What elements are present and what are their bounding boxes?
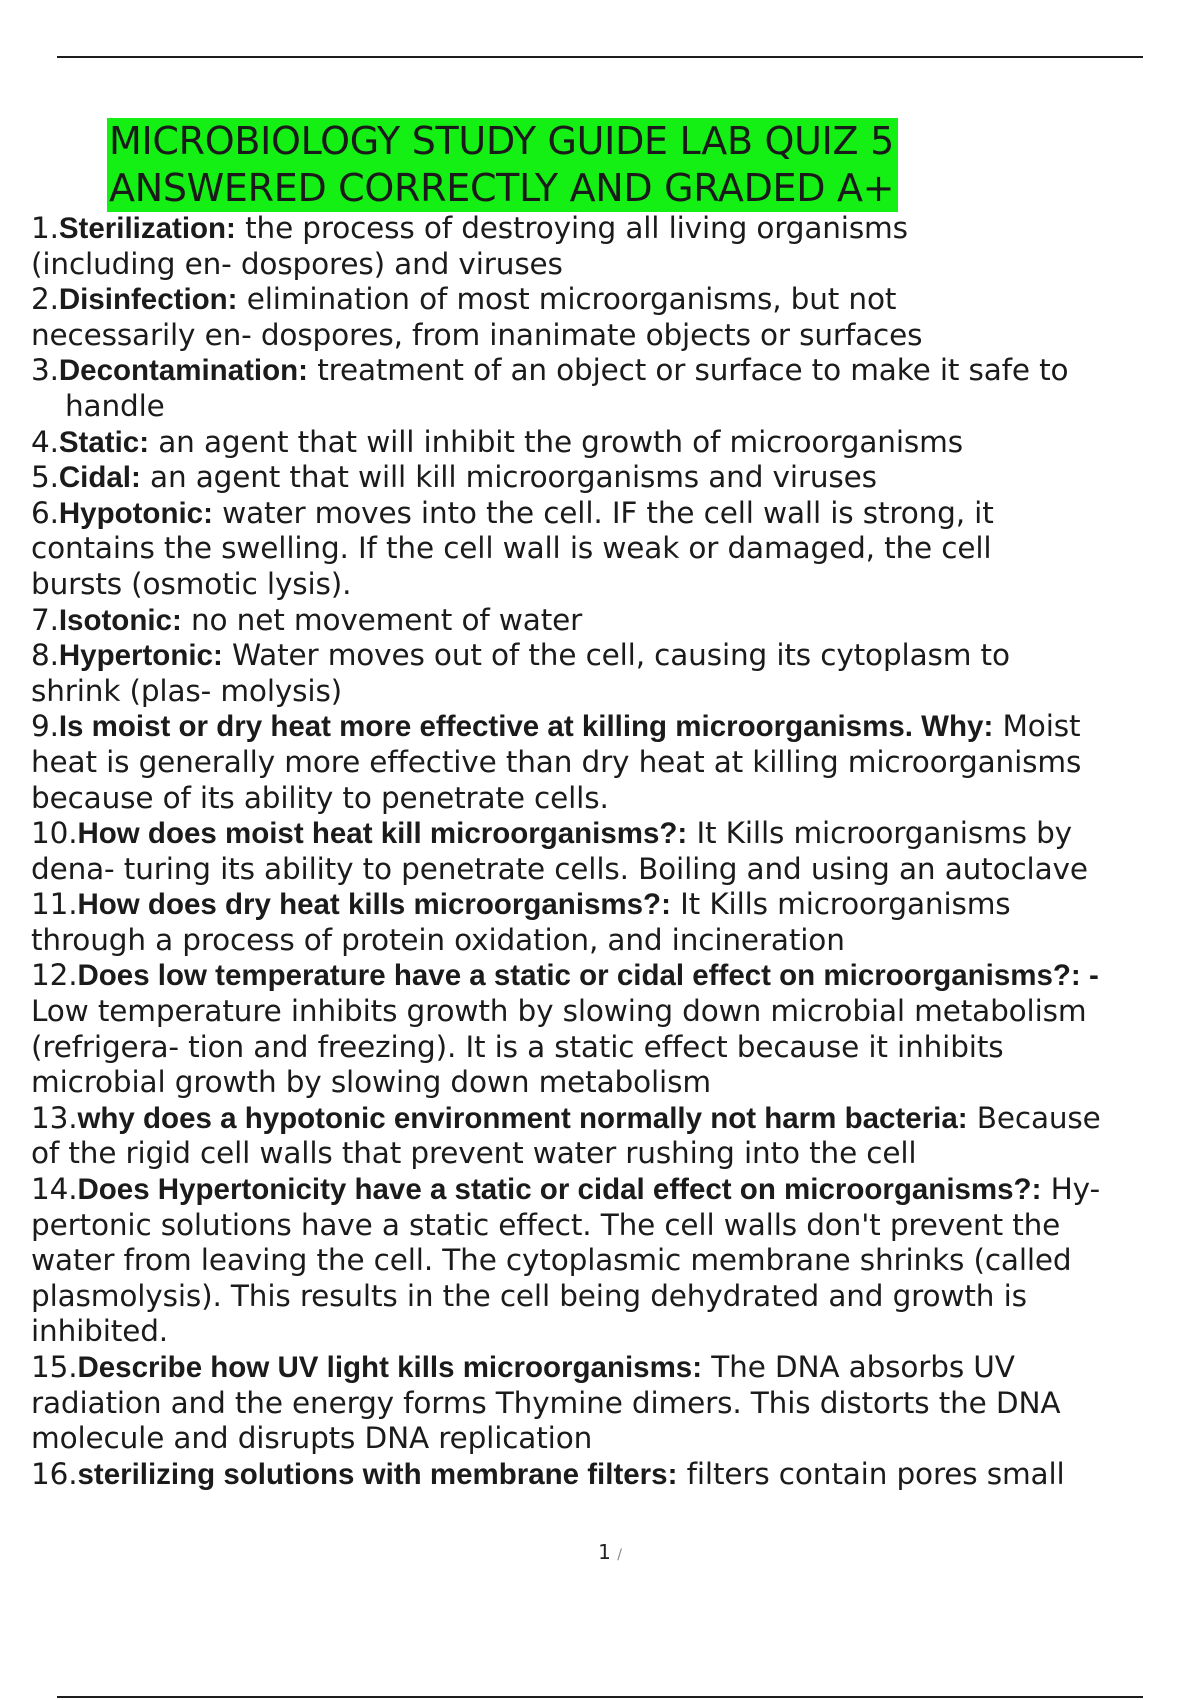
item-term: sterilizing solutions with membrane filters: bbox=[77, 1457, 678, 1491]
list-item: 10.How does moist heat kill microorganisms?: It Kills microorganisms by bbox=[31, 816, 1072, 851]
list-item: 15.Describe how UV light kills microorganisms: The DNA absorbs UV bbox=[31, 1350, 1015, 1384]
footer-rule bbox=[57, 1696, 1143, 1698]
item-term: Hypertonic: bbox=[58, 639, 223, 673]
item-term: Is moist or dry heat more effective at killing microorganisms. Why: bbox=[58, 710, 994, 744]
item-term: Cidal: bbox=[58, 461, 141, 495]
page-number: 1 / bbox=[598, 1540, 622, 1564]
item-term: Decontamination: bbox=[58, 354, 308, 388]
list-item: 1.Sterilization: the process of destroying all living organisms bbox=[31, 211, 908, 245]
item-term: why does a hypotonic environment normally not harm bacteria: bbox=[77, 1101, 968, 1135]
item-term: Hypotonic: bbox=[58, 496, 213, 530]
item-term: Does low temperature have a static or cidal effect on microorganisms?: - bbox=[77, 959, 1099, 993]
list-item: 2.Disinfection: elimination of most microorganisms, but not bbox=[31, 282, 897, 317]
list-item: 13.why does a hypotonic environment normally not harm bacteria: Because bbox=[31, 1100, 1101, 1135]
item-term: How does moist heat kill microorganisms?: bbox=[77, 817, 688, 851]
item-term: Disinfection: bbox=[58, 283, 238, 317]
item-term: Sterilization: bbox=[58, 212, 236, 245]
study-guide-list: 1.Sterilization: the process of destroying all living organisms (including en- dospores) and viruses 2.Disinfection: elimination of most microorganisms, but not necessarily en- dospores, from inanimate objects or surfaces 3.Decontamination: treatment of an object or surface to make it safe to handle 4.Static: an agent that will inhibit the growth of microorganisms 5.Cidal: an agent that will kill microorganisms and viruses 6.Hypotonic: water moves into the cell. IF the cell wall is strong, it contains the swelling. If the cell wall is weak or damaged, the cell bursts (osmotic lysis). 7.Isotonic: no net movement of water 8.Hypertonic: Water moves out of the cell, causing its cytoplasm to shrink (plas- molysis) 9.Is moist or dry heat more effective at killing microorganisms. Why: Moist heat is generally more effective than dry heat at killing microorganisms because of its ability to penetrate cells. 10.How does moist heat kill microorganisms?: It Kills microorganisms by dena- turing its ability to penetrate cells. Boiling and using an autoclave 11.How does dry heat kills microorganisms?: It Kills microorganisms through a process of protein oxidation, and incineration 12.Does low temperature have a static or cidal effect on microorganisms?: - Low temperature inhibits growth by slowing down microbial metabolism (refrigera- tion and freezing). It is a static effect because it inhibits microbial growth by slowing down metabolism 13.why does a hypotonic environment normally not harm bacteria: Because of the rigid cell walls that prevent water rushing into the cell 14.Does Hypertonicity have a static or cidal effect on microorganisms?: Hy- pertonic solutions have a static effect. The cell walls don't prevent the water from leaving the cell. The cytoplasmic membrane shrinks (called plasmolysis). This results in the cell being dehydrated and growth is inhibited. 15.Describe how UV light kills microorganisms: The DNA absorbs UV radiation and the energy forms Thymine dimers. This distorts the DNA molecule and disrupts DNA replication 16.sterilizing solutions with membrane filters: filters contain pores small bbox=[31, 211, 1200, 1492]
item-term: Does Hypertonicity have a static or cidal effect on microorganisms?: bbox=[77, 1173, 1042, 1207]
list-item: 5.Cidal: an agent that will kill microorganisms and viruses bbox=[31, 460, 877, 495]
document-title bbox=[107, 118, 1007, 212]
item-term: Describe how UV light kills microorganisms: bbox=[77, 1351, 703, 1384]
item-term: How does dry heat kills microorganisms?: bbox=[77, 888, 671, 922]
list-item: 11.How does dry heat kills microorganisms?: It Kills microorganisms bbox=[31, 887, 1011, 922]
list-item: 8.Hypertonic: Water moves out of the cell, causing its cytoplasm to bbox=[31, 638, 1010, 673]
list-item: 3.Decontamination: treatment of an object or surface to make it safe to bbox=[31, 353, 1069, 388]
list-item: 7.Isotonic: no net movement of water bbox=[31, 602, 583, 637]
list-item: 4.Static: an agent that will inhibit the growth of microorganisms bbox=[31, 424, 963, 459]
title-line-2: ANSWERED CORRECTLY AND GRADED A+ bbox=[107, 165, 898, 212]
item-term: Isotonic: bbox=[58, 603, 182, 637]
list-item: 12.Does low temperature have a static or cidal effect on microorganisms?: - bbox=[31, 958, 1099, 993]
list-item: 9.Is moist or dry heat more effective at killing microorganisms. Why: Moist bbox=[31, 709, 1081, 744]
title-line-1: MICROBIOLOGY STUDY GUIDE LAB QUIZ 5 bbox=[107, 118, 898, 165]
list-item: 14.Does Hypertonicity have a static or cidal effect on microorganisms?: Hy- bbox=[31, 1172, 1100, 1207]
header-rule bbox=[57, 56, 1143, 58]
list-item: 16.sterilizing solutions with membrane filters: filters contain pores small bbox=[31, 1456, 1065, 1491]
item-term: Static: bbox=[58, 425, 150, 459]
list-item: 6.Hypotonic: water moves into the cell. IF the cell wall is strong, it bbox=[31, 495, 994, 530]
